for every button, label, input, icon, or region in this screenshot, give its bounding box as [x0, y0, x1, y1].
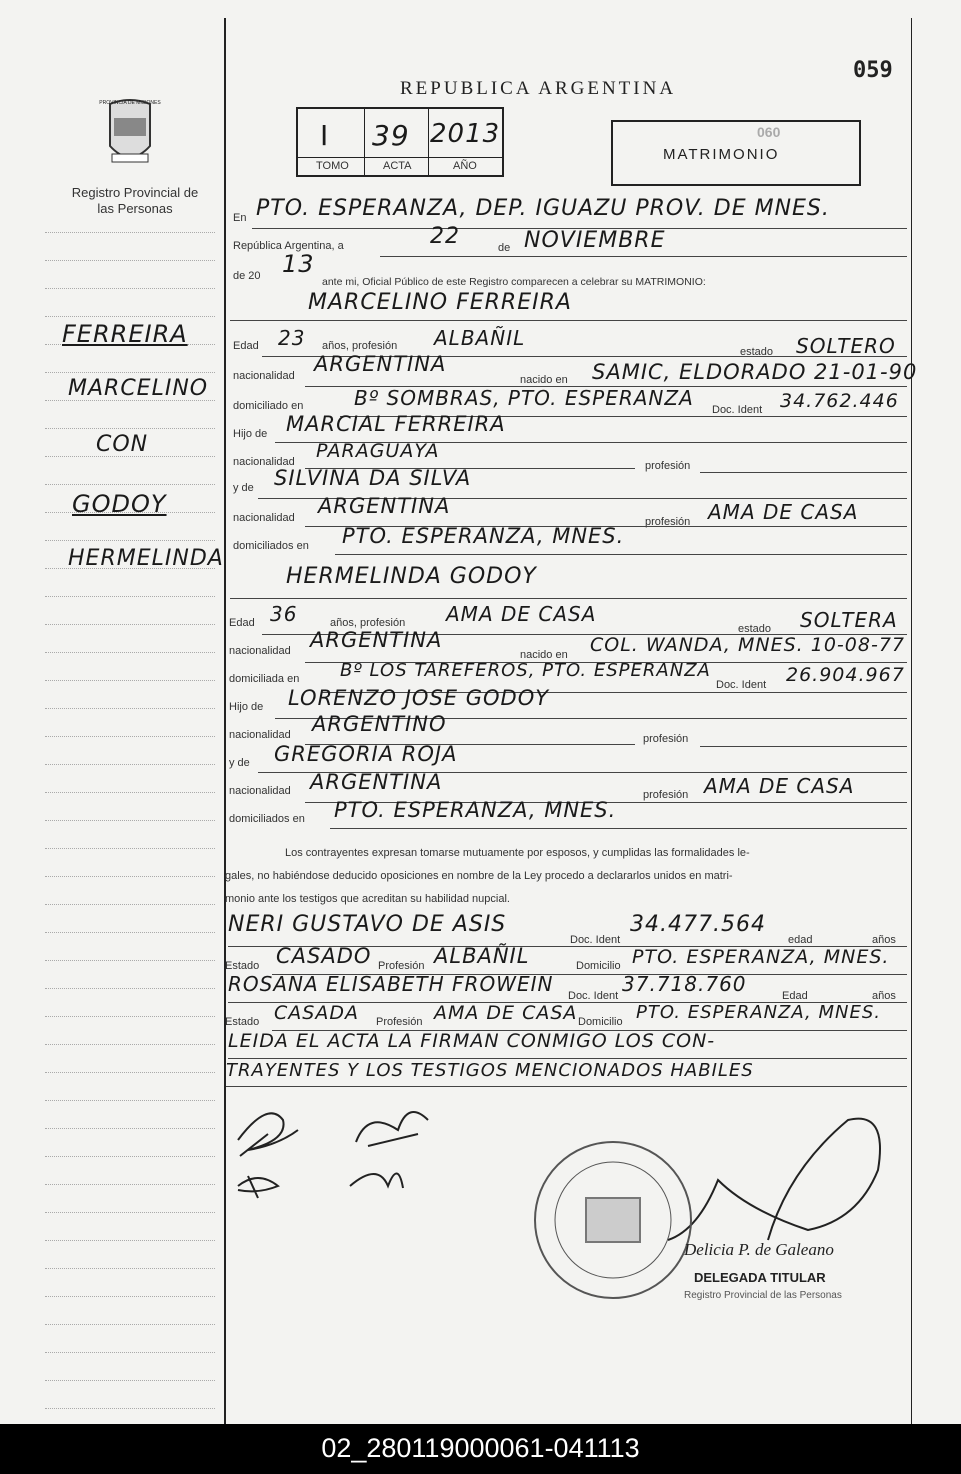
- margin-ruled-line: [45, 932, 215, 933]
- right-border-line: [911, 18, 912, 1424]
- bride-padre: LORENZO JOSE GODOY: [288, 686, 550, 710]
- witness2-name: ROSANA ELISABETH FROWEIN: [228, 972, 554, 996]
- witness2-domicilio: PTO. ESPERANZA, MNES.: [636, 1002, 881, 1023]
- bride-madre: GREGORIA ROJA: [274, 742, 458, 766]
- groom-madre: SILVINA DA SILVA: [274, 466, 472, 490]
- bride-padre-nac-label: nacionalidad: [229, 729, 291, 741]
- groom-yde-label: y de: [233, 482, 254, 494]
- bride-doc: 26.904.967: [786, 664, 905, 686]
- witness2-estado: CASADA: [274, 1002, 359, 1024]
- witness2-dom-label: Domicilio: [578, 1016, 623, 1028]
- witness1-domicilio: PTO. ESPERANZA, MNES.: [632, 946, 890, 968]
- country-heading: REPUBLICA ARGENTINA: [400, 78, 677, 99]
- declaration-line-2: gales, no habiéndose deducido oposiciones en nombre de la Ley procedo a declararlos unidos en matri-: [225, 870, 733, 882]
- groom-edad: 23: [278, 326, 306, 350]
- groom-estado-label: estado: [740, 346, 774, 358]
- bride-nacido: COL. WANDA, MNES. 10-08-77: [590, 634, 905, 656]
- seal-lettering: PROVINCIA DE MISIONES: [99, 100, 161, 106]
- bride-name-line: [230, 598, 907, 599]
- margin-ruled-line: [45, 484, 215, 485]
- bride-doc-label: Doc. Ident: [716, 679, 767, 691]
- witness1-doc: 34.477.564: [630, 912, 766, 937]
- margin-ruled-line: [45, 288, 215, 289]
- republica-label: República Argentina, a: [233, 240, 344, 252]
- groom-padre-prof-line: [700, 472, 907, 473]
- margin-border-line: [224, 18, 226, 1424]
- margin-ruled-line: [45, 232, 215, 233]
- anio-value: 2013: [430, 119, 501, 149]
- margin-ruled-line: [45, 1072, 215, 1073]
- margin-ruled-line: [45, 764, 215, 765]
- margin-ruled-line: [45, 1240, 215, 1241]
- stamp-mark: 060: [757, 124, 781, 140]
- witness1-prof-label: Profesión: [378, 960, 425, 972]
- declaration-text: [225, 842, 905, 911]
- groom-madre-nac-label: nacionalidad: [233, 512, 295, 524]
- witness1-estado: CASADO: [276, 944, 372, 968]
- margin-ruled-line: [45, 1408, 215, 1409]
- witness2-edad-label: Edad: [782, 990, 808, 1002]
- bride-edad-label: Edad: [229, 617, 255, 629]
- closing-line-2-rule: [226, 1086, 907, 1087]
- intro-tail: ante mi, Oficial Público de este Registro comparecen a celebrar su MATRIMONIO:: [322, 276, 706, 288]
- acta-label: ACTA: [383, 160, 412, 172]
- groom-name: MARCELINO FERREIRA: [308, 290, 572, 315]
- bride-madre-nac: ARGENTINA: [310, 770, 443, 794]
- groom-padres-dom: PTO. ESPERANZA, MNES.: [342, 524, 625, 548]
- margin-ruled-line: [45, 1352, 215, 1353]
- witness1-profesion: ALBAÑIL: [434, 944, 530, 968]
- margin-note-5: HERMELINDA: [68, 546, 224, 571]
- margin-ruled-line: [45, 1184, 215, 1185]
- year-label: de 20: [233, 270, 261, 282]
- bride-padre-prof-line: [700, 746, 907, 747]
- margin-ruled-line: [45, 1044, 215, 1045]
- margin-ruled-line: [45, 596, 215, 597]
- groom-doc: 34.762.446: [780, 390, 899, 412]
- margin-ruled-line: [45, 624, 215, 625]
- groom-padre-prof-label: profesión: [645, 460, 691, 472]
- bride-estado: SOLTERA: [800, 608, 898, 632]
- bride-padres-dom-line: [330, 828, 907, 829]
- bride-nacido-label: nacido en: [520, 649, 568, 661]
- day-value: 22: [430, 224, 460, 249]
- margin-ruled-line: [45, 540, 215, 541]
- margin-ruled-line: [45, 316, 215, 317]
- bride-name: HERMELINDA GODOY: [286, 564, 537, 589]
- margin-note-1: FERREIRA: [62, 320, 188, 348]
- witness2-doc-label: Doc. Ident: [568, 990, 619, 1002]
- signature-bride: [238, 1176, 278, 1198]
- document-id-footer: 02_280119000061-041113: [0, 1424, 961, 1474]
- tomo-value: I: [320, 119, 330, 152]
- groom-padre-nac-label: nacionalidad: [233, 456, 295, 468]
- margin-ruled-line: [45, 652, 215, 653]
- tomo-label: TOMO: [316, 160, 349, 172]
- signatures: [228, 1090, 908, 1320]
- margin-ruled-line: [45, 876, 215, 877]
- anio-label: AÑO: [453, 160, 477, 172]
- signature-officer: [668, 1119, 880, 1240]
- groom-nacido-label: nacido en: [520, 374, 568, 386]
- record-number-box: [296, 107, 504, 177]
- bride-nac-label: nacionalidad: [229, 645, 291, 657]
- bride-domicilio: Bº LOS TAREFEROS, PTO. ESPERANZA: [340, 660, 711, 681]
- officer-org: Registro Provincial de las Personas: [684, 1290, 842, 1301]
- signature-groom: [238, 1113, 298, 1156]
- bride-madre-nac-label: nacionalidad: [229, 785, 291, 797]
- officer-name: Delicia P. de Galeano: [684, 1240, 834, 1259]
- bride-profesion: AMA DE CASA: [446, 602, 597, 626]
- groom-estado: SOLTERO: [796, 334, 896, 358]
- groom-doc-label: Doc. Ident: [712, 404, 763, 416]
- bride-padres-dom-label: domiciliados en: [229, 813, 305, 825]
- groom-domicilio: Bº SOMBRAS, PTO. ESPERANZA: [354, 386, 694, 410]
- margin-ruled-line: [45, 260, 215, 261]
- acta-value: 39: [372, 119, 410, 152]
- witness2-profesion: AMA DE CASA: [434, 1002, 578, 1024]
- groom-padre: MARCIAL FERREIRA: [286, 412, 506, 436]
- margin-ruled-line: [45, 1324, 215, 1325]
- witness2-anos-label: años: [872, 990, 896, 1002]
- bride-madre-prof: AMA DE CASA: [704, 774, 855, 798]
- margin-ruled-line: [45, 904, 215, 905]
- bride-padres-dom: PTO. ESPERANZA, MNES.: [334, 798, 617, 822]
- margin-ruled-line: [45, 1100, 215, 1101]
- signature-witness2: [350, 1173, 403, 1188]
- signature-witness1: [356, 1112, 428, 1146]
- de-label: de: [498, 242, 511, 254]
- groom-nac-label: nacionalidad: [233, 370, 295, 382]
- date-line: [380, 256, 907, 257]
- groom-hijo-label: Hijo de: [233, 428, 268, 440]
- groom-edad-label: Edad: [233, 340, 259, 352]
- witness1-estado-label: Estado: [225, 960, 260, 972]
- margin-ruled-line: [45, 1016, 215, 1017]
- declaration-line-1: Los contrayentes expresan tomarse mutuamente por esposos, y cumplidas las formalidades le-: [285, 847, 750, 859]
- province-seal: [104, 96, 156, 170]
- margin-ruled-line: [45, 1156, 215, 1157]
- margin-ruled-line: [45, 1296, 215, 1297]
- en-label: En: [233, 212, 247, 224]
- margin-ruled-line: [45, 1268, 215, 1269]
- bride-padre-prof-label: profesión: [643, 733, 689, 745]
- declaration-line-3: monio ante los testigos que acreditan su habilidad nupcial.: [225, 893, 510, 905]
- witness1-doc-label: Doc. Ident: [570, 934, 621, 946]
- witness1-edad-label: edad: [788, 934, 813, 946]
- bride-edad: 36: [270, 602, 298, 626]
- margin-ruled-line: [45, 988, 215, 989]
- registry-name: Registro Provincial de las Personas: [71, 185, 199, 216]
- margin-ruled-line: [45, 792, 215, 793]
- year-suffix: 13: [282, 250, 315, 278]
- bride-yde-label: y de: [229, 757, 250, 769]
- closing-line-1: LEIDA EL ACTA LA FIRMAN CONMIGO LOS CON-: [228, 1030, 716, 1052]
- groom-padres-dom-label: domiciliados en: [233, 540, 309, 552]
- groom-padres-dom-line: [335, 554, 907, 555]
- closing-line-1-rule: [228, 1058, 907, 1059]
- place-value: PTO. ESPERANZA, DEP. IGUAZU PROV. DE MNES.: [256, 196, 830, 221]
- margin-note-3: CON: [96, 432, 149, 457]
- margin-ruled-line: [45, 960, 215, 961]
- groom-profesion: ALBAÑIL: [434, 326, 526, 350]
- groom-anos-label: años, profesión: [322, 340, 398, 352]
- page-number: 059: [853, 58, 893, 83]
- witness2-estado-label: Estado: [225, 1016, 260, 1028]
- margin-ruled-line: [45, 708, 215, 709]
- groom-nacionalidad: ARGENTINA: [314, 352, 447, 376]
- margin-ruled-line: [45, 1128, 215, 1129]
- bride-anos-label: años, profesión: [330, 617, 406, 629]
- margin-note-4: GODOY: [72, 490, 167, 518]
- margin-ruled-line: [45, 848, 215, 849]
- margin-ruled-line: [45, 820, 215, 821]
- month-value: NOVIEMBRE: [524, 228, 666, 253]
- groom-madre-prof: AMA DE CASA: [708, 500, 859, 524]
- seal-emblem-icon: [104, 96, 156, 170]
- bride-madre-prof-label: profesión: [643, 789, 689, 801]
- margin-ruled-line: [45, 1380, 215, 1381]
- margin-ruled-line: [45, 736, 215, 737]
- margin-ruled-line: [45, 1212, 215, 1213]
- margin-ruled-line: [45, 372, 215, 373]
- margin-ruled-line: [45, 428, 215, 429]
- closing-line-2: TRAYENTES Y LOS TESTIGOS MENCIONADOS HABILES: [226, 1060, 754, 1081]
- margin-ruled-line: [45, 680, 215, 681]
- margin-note-2: MARCELINO: [68, 376, 209, 401]
- groom-nacido: SAMIC, ELDORADO 21-01-90: [592, 360, 918, 384]
- groom-madre-nac: ARGENTINA: [318, 494, 451, 518]
- witness1-dom-label: Domicilio: [576, 960, 621, 972]
- bride-padre-nac: ARGENTINO: [312, 712, 447, 736]
- groom-madre-prof-label: profesión: [645, 516, 691, 528]
- bride-dom-label: domiciliada en: [229, 673, 300, 685]
- witness2-doc: 37.718.760: [622, 972, 747, 996]
- groom-name-line: [230, 320, 907, 321]
- groom-padre-nac: PARAGUAYA: [316, 440, 440, 462]
- record-type-box: [611, 120, 861, 186]
- officer-title: DELEGADA TITULAR: [694, 1270, 826, 1285]
- witness2-prof-label: Profesión: [376, 1016, 423, 1028]
- bride-hijo-label: Hijo de: [229, 701, 264, 713]
- record-type: MATRIMONIO: [663, 146, 780, 163]
- witness1-anos-label: años: [872, 934, 896, 946]
- groom-dom-label: domiciliado en: [233, 400, 304, 412]
- witness1-name: NERI GUSTAVO DE ASIS: [228, 912, 507, 937]
- bride-estado-label: estado: [738, 623, 772, 635]
- bride-nacionalidad: ARGENTINA: [310, 628, 443, 652]
